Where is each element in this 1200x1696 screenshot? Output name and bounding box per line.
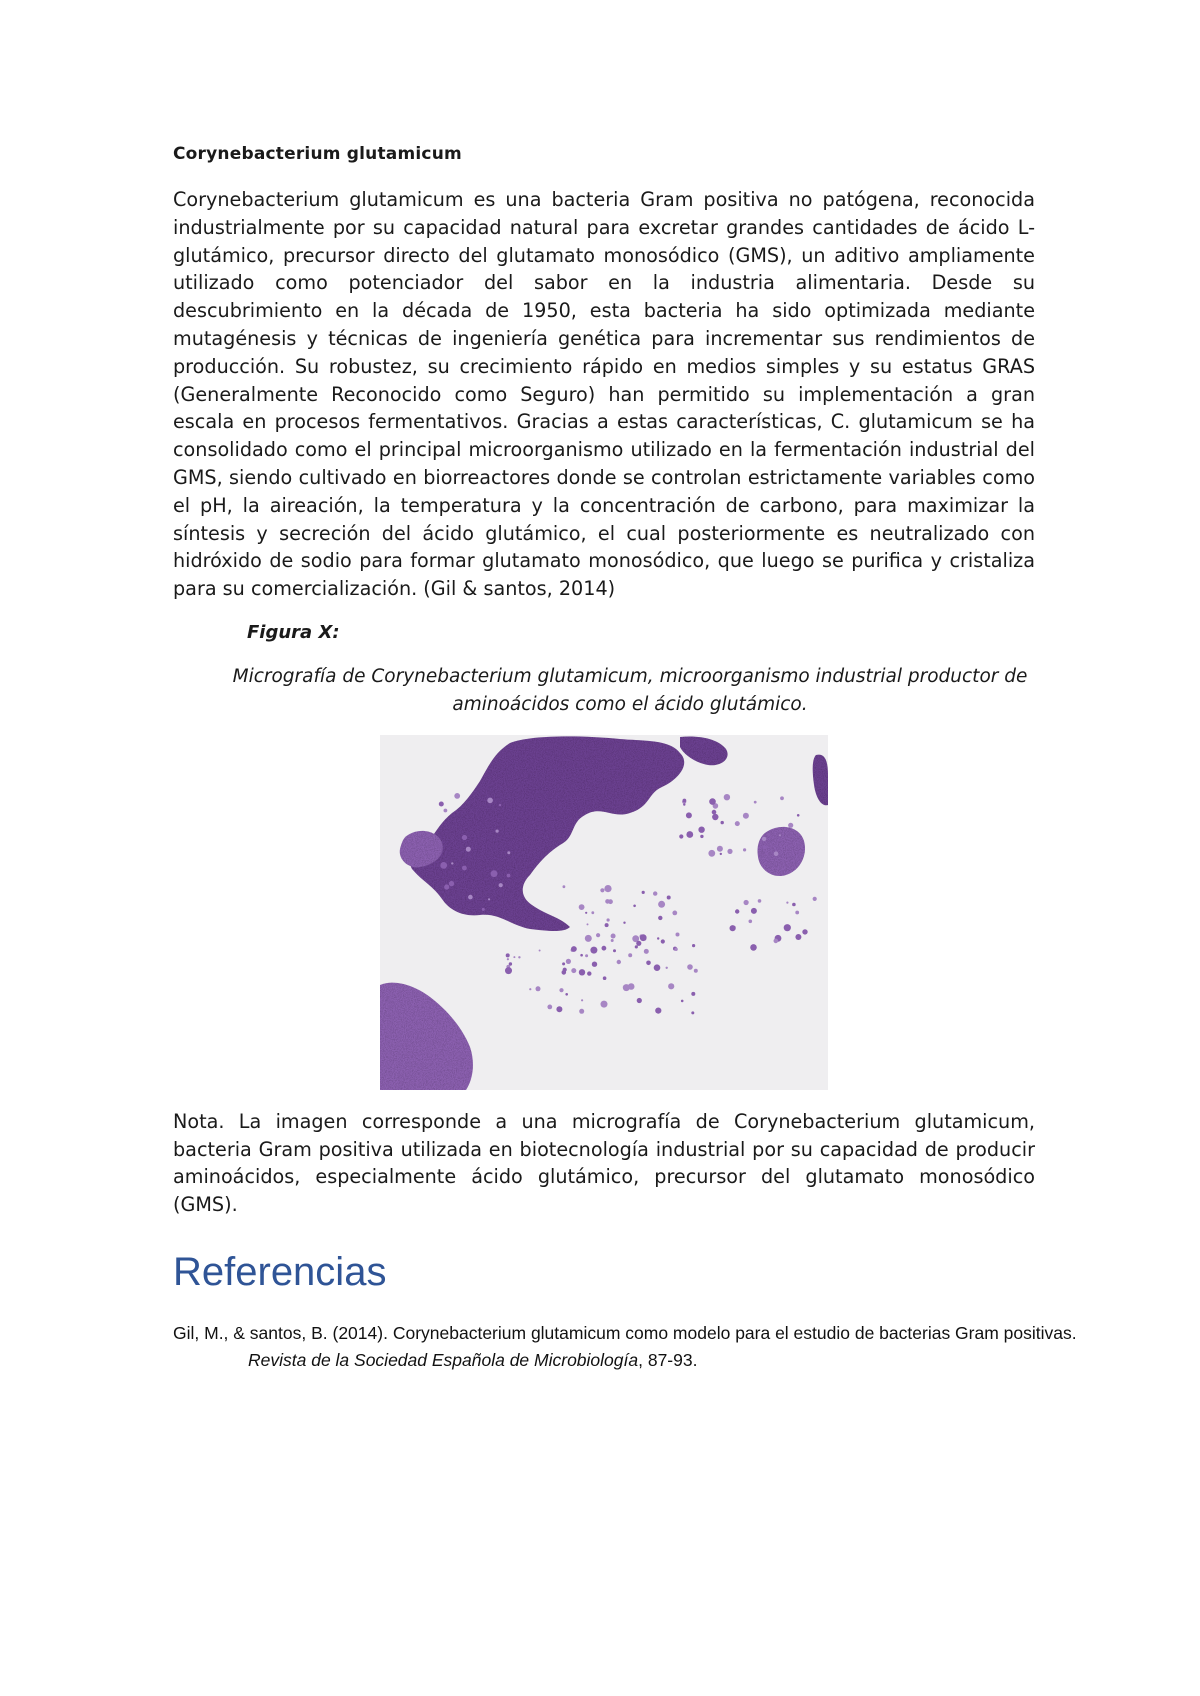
bacteria-speck xyxy=(758,899,762,903)
bacteria-speck xyxy=(751,908,757,914)
bacteria-speck xyxy=(505,967,512,974)
bacteria-speck xyxy=(628,983,635,990)
bacteria-speck xyxy=(628,953,632,957)
bacteria-speck xyxy=(596,933,600,937)
bacteria-speck xyxy=(529,988,531,990)
figure-label: Figura X: xyxy=(247,622,340,643)
reference-authors-year: Gil, M., & santos, B. (2014). xyxy=(173,1323,388,1343)
bacteria-speck xyxy=(687,964,693,970)
bacteria-speck xyxy=(774,851,779,856)
bacteria-speck xyxy=(562,962,565,965)
bacteria-speck xyxy=(468,895,473,900)
bacteria-speck xyxy=(585,935,592,942)
bacteria-speck xyxy=(600,888,604,892)
bacteria-speck xyxy=(506,953,510,957)
bacteria-speck xyxy=(672,911,677,916)
bacteria-speck xyxy=(607,918,610,921)
bacteria-speck xyxy=(795,934,801,940)
bacteria-speck xyxy=(507,874,511,878)
bacteria-speck xyxy=(462,866,467,871)
bacteria-speck xyxy=(779,834,781,836)
bacteria-speck xyxy=(802,929,807,934)
bacteria-speck xyxy=(720,853,722,855)
bacteria-speck xyxy=(580,954,583,957)
bacteria-speck xyxy=(585,954,588,957)
bacteria-speck xyxy=(780,796,784,800)
bacteria-speck xyxy=(743,813,749,819)
bacteria-speck xyxy=(679,834,683,838)
bacteria-speck xyxy=(566,959,571,964)
bacteria-speck xyxy=(536,986,541,991)
bacteria-speck xyxy=(507,958,509,960)
bacteria-speck xyxy=(563,885,566,888)
bacteria-speck xyxy=(565,993,568,996)
body-paragraph: Corynebacterium glutamicum es una bacteria Gram positiva no patógena, reconocida industrialmente por su capacidad natural para excretar grandes cantidades de ácido L-glutámico, precursor directo del glutamato monosódico (GMS), un aditivo ampliamente utilizado como potenciador del sabor en la industria alimentaria. Desde su descubrimiento en la década de 1950, esta bacteria ha sido optimizada mediante mutagénesis y técnicas de ingeniería genética para incrementar sus rendimientos de producción. Su robustez, su crecimiento rápido en medios simples y su estatus GRAS (Generalmente Reconocido como Seguro) han permitido su implementación a gran escala en procesos fermentativos. Gracias a estas características, C. glutamicum se ha consolidado como el principal microorganismo utilizado en la fermentación industrial del GMS, siendo cultivado en biorreactores donde se controlan estrictamente variables como el pH, la aireación, la temperatura y la concentración de carbono, para maximizar la síntesis y secreción del ácido glutámico, el cual posteriormente es neutralizado con hidróxido de sodio para formar glutamato monosódico, que luego se purifica y cristaliza para su comercialización. (Gil & santos, 2014) xyxy=(173,188,1035,601)
bacteria-speck xyxy=(797,814,800,817)
bacteria-speck xyxy=(449,881,454,886)
bacteria-speck xyxy=(617,960,621,964)
bacteria-speck xyxy=(674,948,677,951)
bacteria-speck xyxy=(642,891,645,894)
bacteria-speck xyxy=(547,1005,552,1010)
bacteria-speck xyxy=(496,830,499,833)
bacteria-speck xyxy=(774,939,779,944)
bacteria-speck xyxy=(562,970,567,975)
bacteria-speck xyxy=(676,933,680,937)
bacteria-speck xyxy=(683,799,687,803)
bacteria-speck xyxy=(655,1008,661,1014)
bacteria-speck xyxy=(462,835,467,840)
bacteria-speck xyxy=(658,901,665,908)
bacteria-speck xyxy=(444,884,449,889)
bacteria-speck xyxy=(749,920,753,924)
reference-entry xyxy=(173,1320,1088,1374)
bacteria-speck xyxy=(499,804,501,806)
bacteria-speck xyxy=(709,798,716,805)
bacteria-speck xyxy=(613,949,616,952)
bacteria-speck xyxy=(592,962,597,967)
bacteria-speck xyxy=(591,911,594,914)
bacteria-speck xyxy=(795,911,799,915)
bacteria-speck xyxy=(653,891,657,895)
bacteria-speck xyxy=(730,925,736,931)
bacteria-speck xyxy=(724,794,730,800)
bacteria-speck xyxy=(644,949,649,954)
bacteria-speck xyxy=(587,971,591,975)
bacteria-speck xyxy=(654,964,661,971)
bacteria-speck xyxy=(539,950,541,952)
bacteria-speck xyxy=(507,851,510,854)
bacteria-speck xyxy=(559,988,563,992)
bacteria-speck xyxy=(735,821,740,826)
bacteria-speck xyxy=(439,802,444,807)
bacteria-speck xyxy=(581,999,583,1001)
bacteria-speck xyxy=(451,862,453,864)
bacteria-speck xyxy=(602,946,607,951)
bacteria-speck xyxy=(488,898,490,900)
bacteria-speck xyxy=(686,831,693,838)
bacteria-speck xyxy=(604,885,611,892)
bacteria-speck xyxy=(579,1009,584,1014)
bacteria-speck xyxy=(700,835,703,838)
bacteria-speck xyxy=(792,903,796,907)
bacteria-speck xyxy=(767,833,770,836)
bacteria-speck xyxy=(743,848,746,851)
bacteria-speck xyxy=(754,801,757,804)
bacteria-speck xyxy=(686,812,692,818)
bacteria-speck xyxy=(762,837,766,841)
bacteria-speck xyxy=(605,923,609,927)
bacteria-speck xyxy=(658,916,662,920)
bacteria-speck xyxy=(646,961,651,966)
bacteria-speck xyxy=(636,941,641,946)
bacteria-speck xyxy=(712,814,718,820)
bacteria-speck xyxy=(692,944,695,947)
micrograph-svg xyxy=(380,735,828,1090)
bacteria-speck xyxy=(579,904,585,910)
reference-pages: , 87-93. xyxy=(638,1350,698,1370)
bacteria-speck xyxy=(440,862,447,869)
reference-title: Corynebacterium glutamicum como modelo para el estudio de bacterias Gram positivas. xyxy=(392,1323,1077,1343)
bacteria-speck xyxy=(661,939,665,943)
bacteria-speck xyxy=(691,1011,694,1014)
bacteria-speck xyxy=(499,883,503,887)
bacteria-speck xyxy=(585,912,587,914)
bacteria-speck xyxy=(635,945,638,948)
bacteria-speck xyxy=(708,850,715,857)
bacteria-speck xyxy=(579,969,585,975)
bacteria-speck xyxy=(763,846,767,850)
bacteria-speck xyxy=(786,902,788,904)
section-heading: Corynebacterium glutamicum xyxy=(173,144,462,164)
bacteria-speck xyxy=(623,922,625,924)
bacteria-speck xyxy=(603,976,607,980)
bacteria-speck xyxy=(717,846,723,852)
bacteria-speck xyxy=(466,847,471,852)
bacteria-speck xyxy=(681,1000,684,1003)
bacteria-speck xyxy=(698,827,704,833)
bacteria-speck xyxy=(608,899,613,904)
bacteria-speck xyxy=(694,969,698,973)
bacteria-speck xyxy=(727,849,732,854)
bacteria-speck xyxy=(666,967,668,969)
bacteria-speck xyxy=(657,937,659,939)
bacteria-speck xyxy=(518,956,520,958)
bacteria-speck xyxy=(611,934,616,939)
bacteria-speck xyxy=(633,905,636,908)
bacteria-speck xyxy=(712,810,717,815)
bacteria-speck xyxy=(668,983,674,989)
figure-caption: Micrografía de Corynebacterium glutamicum, microorganismo industrial productor de aminoácidos como el ácido glutámico. xyxy=(232,666,1028,715)
bacteria-speck xyxy=(587,923,589,925)
bacteria-speck xyxy=(691,992,695,996)
bacteria-speck xyxy=(487,798,493,804)
bacteria-speck xyxy=(611,939,614,942)
reference-journal: Revista de la Sociedad Española de Microbiología xyxy=(248,1350,639,1370)
bacteria-speck xyxy=(667,896,671,900)
bacteria-speck xyxy=(601,1001,608,1008)
bacteria-speck xyxy=(750,944,757,951)
figure-note: Nota. La imagen corresponde a una micrografía de Corynebacterium glutamicum, bacteria Gram positiva utilizada en biotecnología industrial por su capacidad de producir aminoácidos, especialmente ácido glutámico, precursor del glutamato monosódico (GMS). xyxy=(173,1110,1035,1216)
bacteria-speck xyxy=(444,809,448,813)
bacteria-speck xyxy=(571,968,576,973)
bacteria-speck xyxy=(735,909,739,913)
bacteria-speck xyxy=(556,1006,562,1012)
bacteria-speck xyxy=(784,924,791,931)
bacteria-speck xyxy=(788,823,793,828)
bacteria-speck xyxy=(454,793,460,799)
bacteria-speck xyxy=(721,821,724,824)
bacteria-speck xyxy=(491,870,498,877)
bacteria-speck xyxy=(813,897,817,901)
bacteria-speck xyxy=(683,803,685,805)
bacteria-speck xyxy=(513,956,515,958)
bacteria-speck xyxy=(590,947,597,954)
bacteria-speck xyxy=(746,901,749,904)
bacteria-speck xyxy=(482,908,485,911)
bacteria-speck xyxy=(640,934,647,941)
bacteria-speck xyxy=(571,946,577,952)
bacteria-speck xyxy=(637,998,642,1003)
micrograph-image xyxy=(380,735,828,1090)
references-heading: Referencias xyxy=(173,1250,387,1294)
